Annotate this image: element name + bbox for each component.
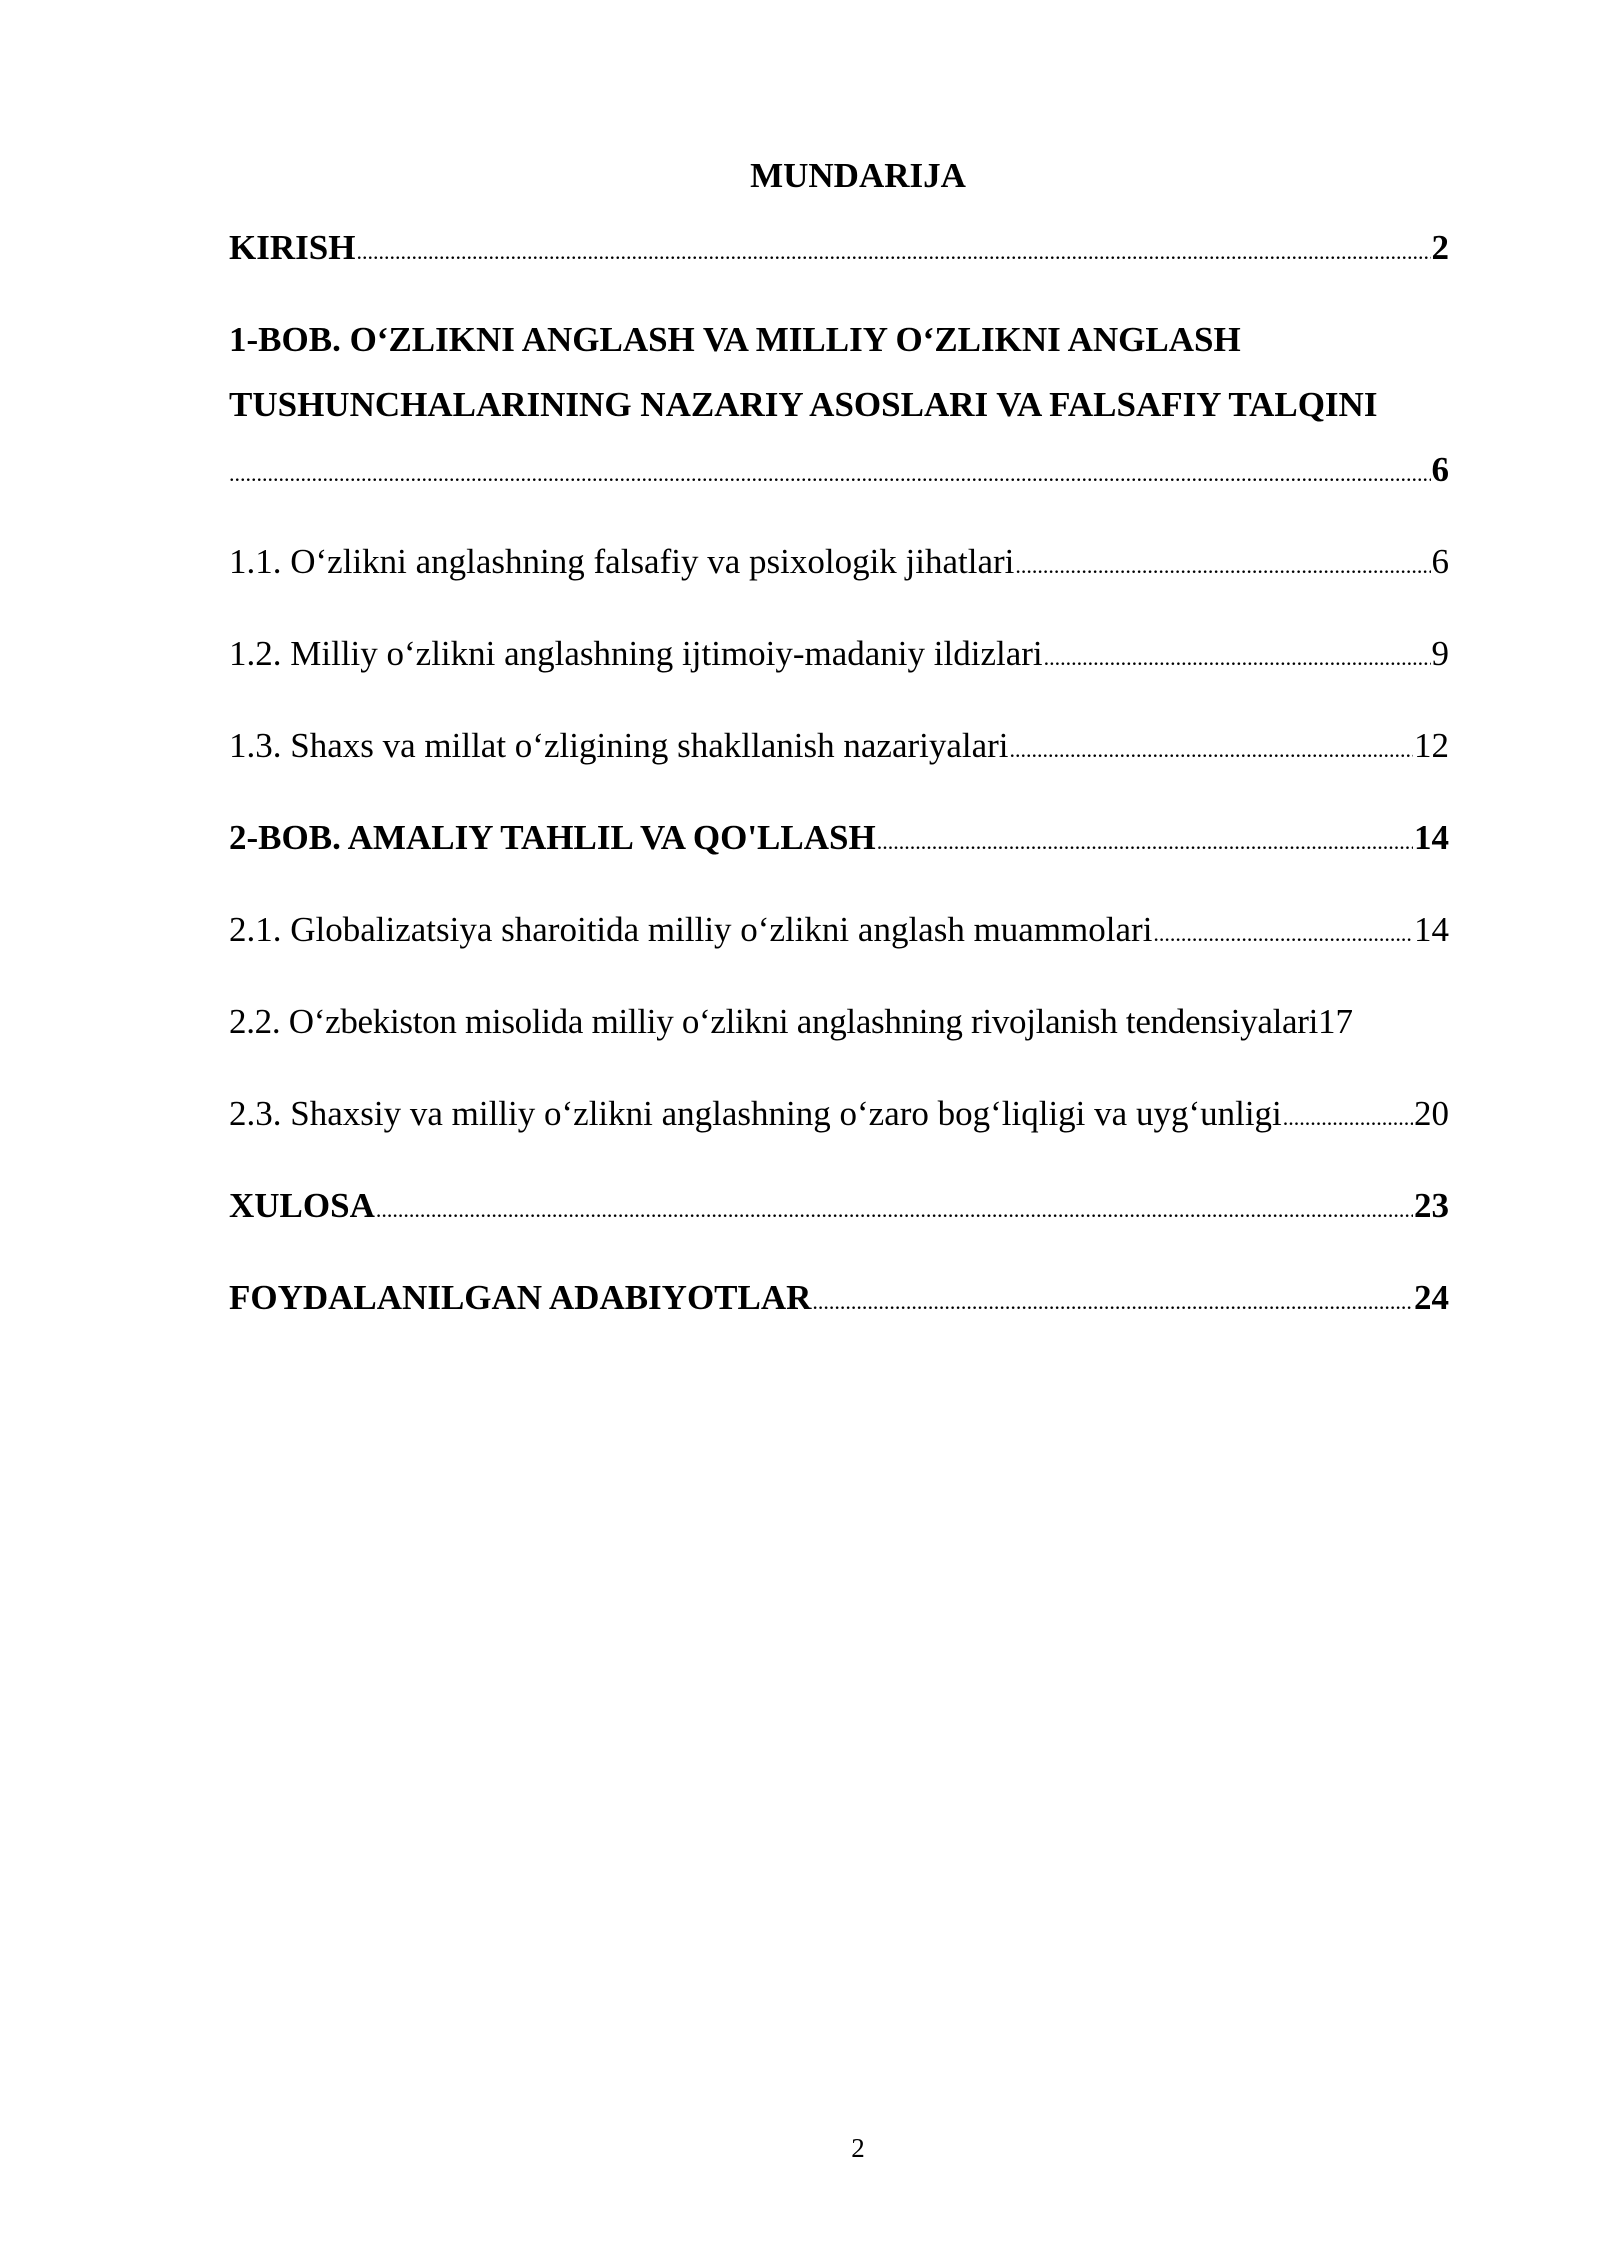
toc-entry-page: 20 bbox=[1414, 1094, 1449, 1133]
toc-entry-kirish[interactable] bbox=[229, 222, 1449, 278]
toc-dot-leader bbox=[376, 1184, 1413, 1236]
page-number: 2 bbox=[851, 2133, 865, 2163]
toc-dot-leader bbox=[1015, 540, 1430, 592]
toc-dot-leader bbox=[812, 1276, 1413, 1328]
toc-entry-page: 6 bbox=[1431, 542, 1449, 581]
toc-title: MUNDARIJA bbox=[750, 156, 966, 195]
toc-entry-page: 17 bbox=[1318, 1002, 1354, 1041]
toc-entry-text: XULOSA bbox=[229, 1186, 375, 1225]
toc-entry-page: 23 bbox=[1414, 1186, 1449, 1225]
toc-entry-2-3[interactable] bbox=[229, 1088, 1449, 1144]
toc-entry-2-2[interactable] bbox=[229, 996, 1449, 1048]
toc-entry-text: 2-BOB. AMALIY TAHLIL VA QO'LLASH bbox=[229, 818, 876, 857]
toc-dot-leader bbox=[877, 816, 1413, 868]
toc-entry-page: 14 bbox=[1414, 818, 1449, 857]
toc-dot-leader bbox=[1153, 908, 1413, 960]
toc-entry-page: 6 bbox=[1431, 450, 1449, 489]
toc-entry-page: 9 bbox=[1431, 634, 1449, 673]
toc-entry-1-2[interactable] bbox=[229, 628, 1449, 684]
toc-entry-text: 1.1. O‘zlikni anglashning falsafiy va psixologik jihatlari bbox=[229, 542, 1015, 581]
toc-entry-1-3[interactable] bbox=[229, 720, 1449, 776]
toc-entry-2-1[interactable] bbox=[229, 904, 1449, 960]
toc-entry-page: 14 bbox=[1414, 910, 1449, 949]
toc-dot-leader bbox=[356, 226, 1430, 278]
toc-entry-text: 2.1. Globalizatsiya sharoitida milliy o‘zlikni anglash muammolari bbox=[229, 910, 1153, 949]
toc-entry-text-line-2: TUSHUNCHALARINING NAZARIY ASOSLARI VA FALSAFIY TALQINI bbox=[229, 385, 1378, 424]
toc-entry-text-line-1: 1-BOB. O‘ZLIKNI ANGLASH VA MILLIY O‘ZLIKNI ANGLASH bbox=[229, 320, 1241, 359]
toc-entry-chapter-1[interactable] bbox=[229, 314, 1449, 500]
toc-entry-text: FOYDALANILGAN ADABIYOTLAR bbox=[229, 1278, 812, 1317]
toc-entry-page: 12 bbox=[1414, 726, 1449, 765]
toc-entry-1-1[interactable] bbox=[229, 536, 1449, 592]
toc-entry-text: 1.3. Shaxs va millat o‘zligining shakllanish nazariyalari bbox=[229, 726, 1009, 765]
toc-entry-text: 1.2. Milliy o‘zlikni anglashning ijtimoiy-madaniy ildizlari bbox=[229, 634, 1043, 673]
toc-dot-leader bbox=[1044, 632, 1431, 684]
toc-dot-leader bbox=[229, 448, 1431, 500]
toc-entry-xulosa[interactable] bbox=[229, 1180, 1449, 1236]
toc-dot-leader bbox=[1010, 724, 1413, 776]
toc-entry-page: 2 bbox=[1431, 228, 1449, 267]
toc-entry-text: 2.3. Shaxsiy va milliy o‘zlikni anglashning o‘zaro bog‘liqligi va uyg‘unligi bbox=[229, 1094, 1282, 1133]
toc-entry-chapter-2[interactable] bbox=[229, 812, 1449, 868]
toc-entry-text: KIRISH bbox=[229, 228, 356, 267]
toc-dot-leader bbox=[1283, 1092, 1413, 1144]
toc-entry-page: 24 bbox=[1414, 1278, 1449, 1317]
toc-entry-adabiyotlar[interactable] bbox=[229, 1272, 1449, 1328]
toc-entry-text: 2.2. O‘zbekiston misolida milliy o‘zlikni anglashning rivojlanish tendensiyalari bbox=[229, 1002, 1319, 1041]
